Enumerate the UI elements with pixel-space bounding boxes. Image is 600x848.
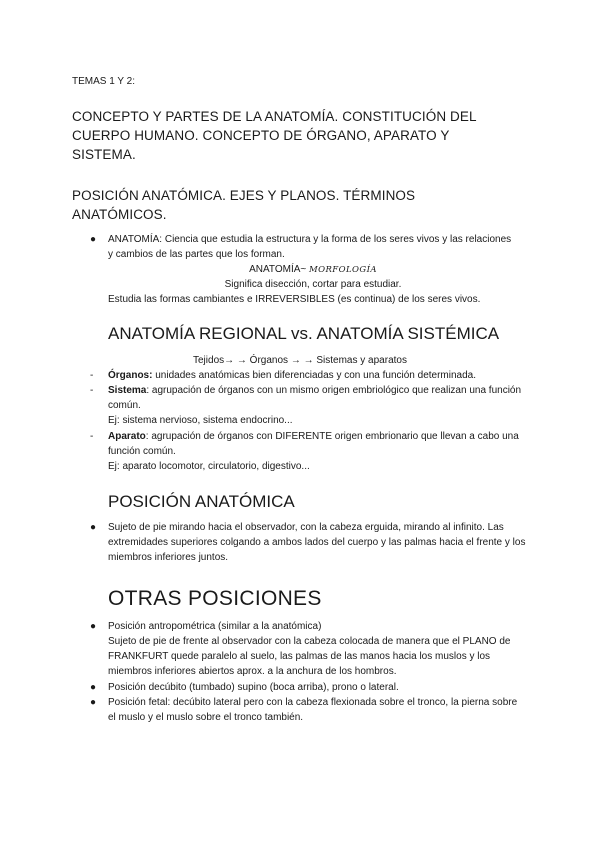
organos-text: unidades anatómicas bien diferenciadas y con una función determinada.	[152, 370, 476, 381]
posicion-anatomica-heading: POSICIÓN ANATÓMICA	[108, 492, 295, 511]
anatomia-formas: Estudia las formas cambiantes e IRREVERSIBLES (es continua) de los seres vivos.	[108, 294, 481, 305]
morfologia-term: MORFOLOGÍA	[309, 265, 377, 275]
antropometrica-text: Sujeto de pie de frente al observador con la cabeza colocada de manera que el PLANO de FRANKFURT quede paralelo al suelo, las palmas de las manos hacia los muslos y los miembros inferiores abiertos aprox. a la anchura de los hombros.	[108, 636, 511, 677]
anatomia-morfologia-line	[108, 262, 518, 278]
bullet-icon: ●	[90, 621, 97, 632]
temas-label: TEMAS 1 Y 2:	[72, 76, 135, 87]
sistema-example: Ej: sistema nervioso, sistema endocrino...	[108, 415, 293, 426]
decubito-item: Posición decúbito (tumbado) supino (boca arriba), prono o lateral.	[108, 682, 399, 693]
fetal-item: Posición fetal: decúbito lateral pero con la cabeza flexionada sobre el tronco, la pierna sobre el muslo y el muslo sobre el tronco también.	[108, 697, 518, 723]
sistema-text: : agrupación de órganos con un mismo origen embriológico que realizan una función común.	[108, 385, 522, 411]
otras-posiciones-heading: OTRAS POSICIONES	[108, 587, 322, 610]
anatomia-definition: ANATOMÍA: Ciencia que estudia la estructura y la forma de los seres vivos y las relaciones y cambios de las partes que los forman.	[108, 234, 512, 260]
bullet-icon: ●	[90, 682, 97, 693]
aparato-item	[108, 429, 523, 459]
aparato-term: Aparato	[108, 431, 146, 442]
bullet-icon: ●	[90, 697, 97, 708]
posicion-anatomica-text: Sujeto de pie mirando hacia el observador, con la cabeza erguida, mirando al infinito. Las extremidades superiores colgando a ambos lados del cuerpo y las palmas hacia el frente y los miembros inferiores juntos.	[108, 522, 526, 563]
anatomia-diseccion: Significa disección, cortar para estudiar.	[224, 279, 402, 290]
dash-marker: -	[90, 431, 94, 442]
aparato-example: Ej: aparato locomotor, circulatorio, digestivo...	[108, 461, 310, 472]
sistema-term: Sistema	[108, 385, 147, 396]
dash-marker: -	[90, 385, 94, 396]
sistema-item	[108, 383, 523, 413]
regional-vs-sistemica-heading: ANATOMÍA REGIONAL vs. ANATOMÍA SISTÉMICA	[108, 324, 500, 343]
concepto-heading: CONCEPTO Y PARTES DE LA ANATOMÍA. CONSTITUCIÓN DEL CUERPO HUMANO. CONCEPTO DE ÓRGANO, APARATO Y SISTEMA.	[72, 109, 477, 162]
bullet-icon: ●	[90, 234, 97, 245]
antropometrica-title: Posición antropométrica (similar a la anatómica)	[108, 621, 322, 632]
posicion-ejes-heading: POSICIÓN ANATÓMICA. EJES Y PLANOS. TÉRMINOS ANATÓMICOS.	[72, 188, 416, 222]
aparato-text: : agrupación de órganos con DIFERENTE origen embrionario que llevan a cabo una función común.	[108, 431, 519, 457]
bullet-icon: ●	[90, 522, 97, 533]
anatomia-prefix: ANATOMÍA~	[249, 264, 310, 275]
tejidos-flow: Tejidos→ → Órganos → → Sistemas y aparatos	[193, 355, 407, 366]
organos-term: Órganos:	[108, 370, 153, 381]
dash-marker: -	[90, 370, 94, 381]
organos-item	[108, 368, 528, 383]
